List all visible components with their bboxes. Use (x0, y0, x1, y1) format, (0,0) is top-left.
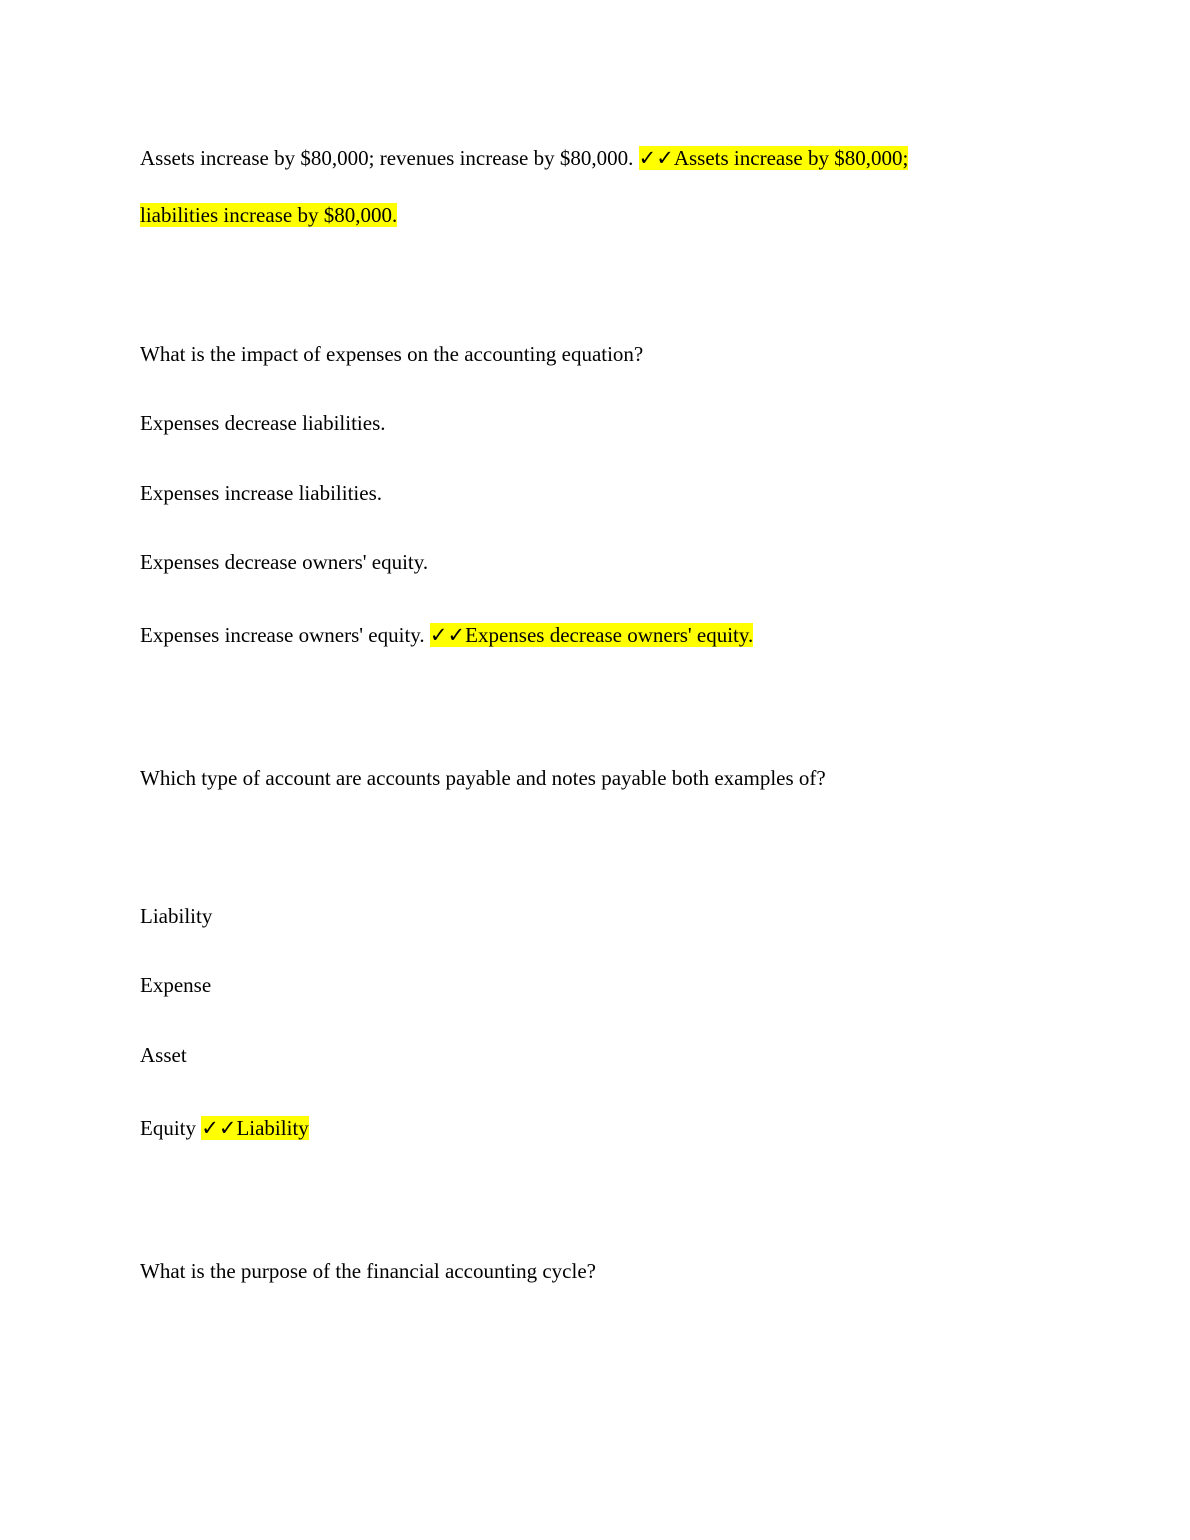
question-2-text: What is the impact of expenses on the accounting equation? (140, 342, 644, 366)
question-3-correct-answer: Liability (236, 1116, 309, 1140)
question-3-text: Which type of account are accounts payable and notes payable both examples of? (140, 766, 826, 790)
double-check-icon: ✓✓ (429, 623, 466, 647)
question-2-option-4-text: Expenses increase owners' equity. (140, 623, 430, 647)
question-2-correct-answer: Expenses decrease owners' equity. (465, 623, 754, 647)
question-3-option-2: Expense (140, 973, 212, 997)
question-2-option-4 (140, 620, 753, 650)
question-3-answer-highlight (201, 1116, 309, 1140)
correct-answer-text: Assets increase by $80,000; (673, 146, 909, 170)
question-3-option-3: Asset (140, 1043, 187, 1067)
question-4-text: What is the purpose of the financial accounting cycle? (140, 1259, 596, 1283)
answer-highlight (639, 146, 909, 170)
question-3-option-4 (140, 1113, 309, 1143)
question-3-option-4-text: Equity (140, 1116, 202, 1140)
question-2-answer-highlight (430, 623, 753, 647)
answer-line-2 (140, 200, 397, 230)
question-3-option-1: Liability (140, 904, 213, 928)
question-2-option-1: Expenses decrease liabilities. (140, 411, 386, 435)
correct-answer-text-continued: liabilities increase by $80,000. (140, 203, 398, 227)
double-check-icon: ✓✓ (638, 146, 674, 170)
double-check-icon: ✓✓ (201, 1116, 237, 1140)
answer-option-text: Assets increase by $80,000; revenues increase by $80,000. (140, 146, 639, 170)
question-2-option-3: Expenses decrease owners' equity. (140, 550, 429, 574)
answer-line-1 (140, 143, 908, 173)
question-2-option-2: Expenses increase liabilities. (140, 481, 383, 505)
